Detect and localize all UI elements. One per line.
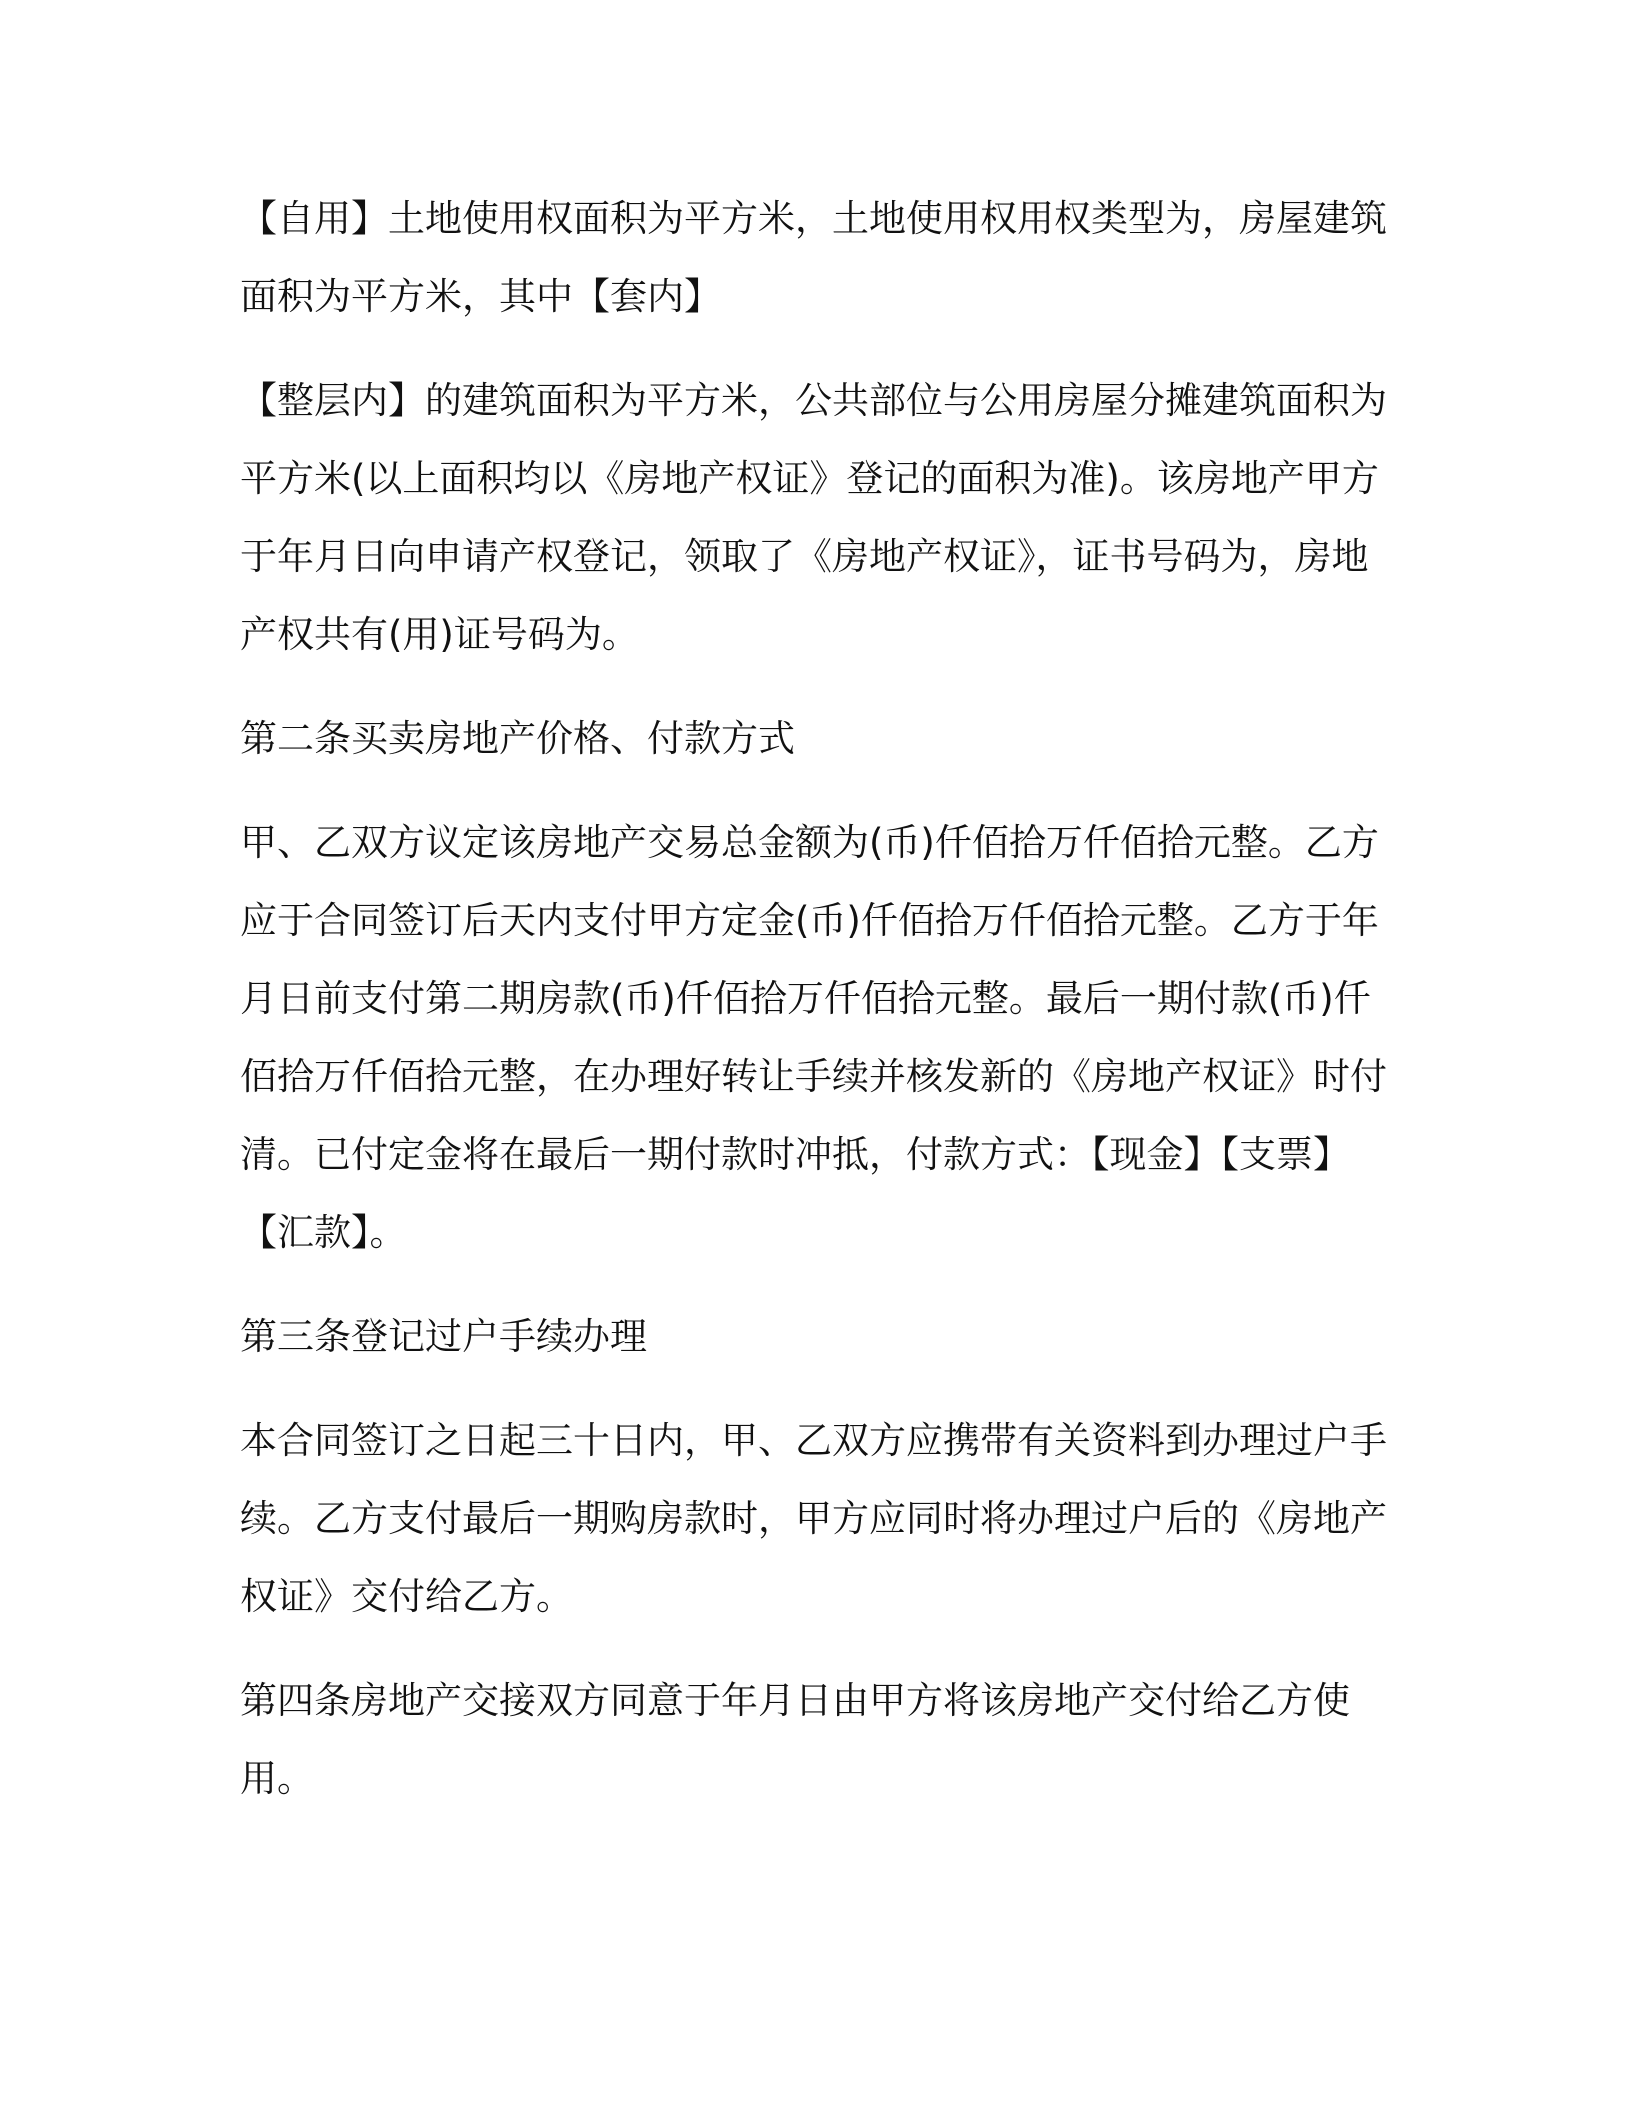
- paragraph-transfer-procedure: 本合同签订之日起三十日内，甲、乙双方应携带有关资料到办理过户手续。乙方支付最后一期购房款时，甲方应同时将办理过户后的《房地产权证》交付给乙方。: [240, 1419, 1387, 1618]
- document-body: [240, 180, 1390, 1844]
- paragraph-article-4-handover: 第四条房地产交接双方同意于年月日由甲方将该房地产交付给乙方使用。: [240, 1679, 1350, 1800]
- heading-article-3: 第三条登记过户手续办理: [240, 1315, 647, 1358]
- paragraph-floor-area: 【整层内】的建筑面积为平方米，公共部位与公用房屋分摊建筑面积为平方米(以上面积均以《房地产权证》登记的面积为准)。该房地产甲方于年月日向申请产权登记，领取了《房地产权证》，证书号码为，房地产权共有(用)证号码为。: [240, 379, 1387, 656]
- paragraph-land-area: 【自用】土地使用权面积为平方米，土地使用权用权类型为，房屋建筑面积为平方米，其中【套内】: [240, 197, 1387, 318]
- paragraph-price-payment: 甲、乙双方议定该房地产交易总金额为(币)仟佰拾万仟佰拾元整。乙方应于合同签订后天内支付甲方定金(币)仟佰拾万仟佰拾元整。乙方于年月日前支付第二期房款(币)仟佰拾万仟佰拾元整。最后一期付款(币)仟佰拾万仟佰拾元整，在办理好转让手续并核发新的《房地产权证》时付清。已付定金将在最后一期付款时冲抵，付款方式：【现金】【支票】【汇款】。: [240, 821, 1387, 1254]
- heading-article-2: 第二条买卖房地产价格、付款方式: [240, 717, 795, 760]
